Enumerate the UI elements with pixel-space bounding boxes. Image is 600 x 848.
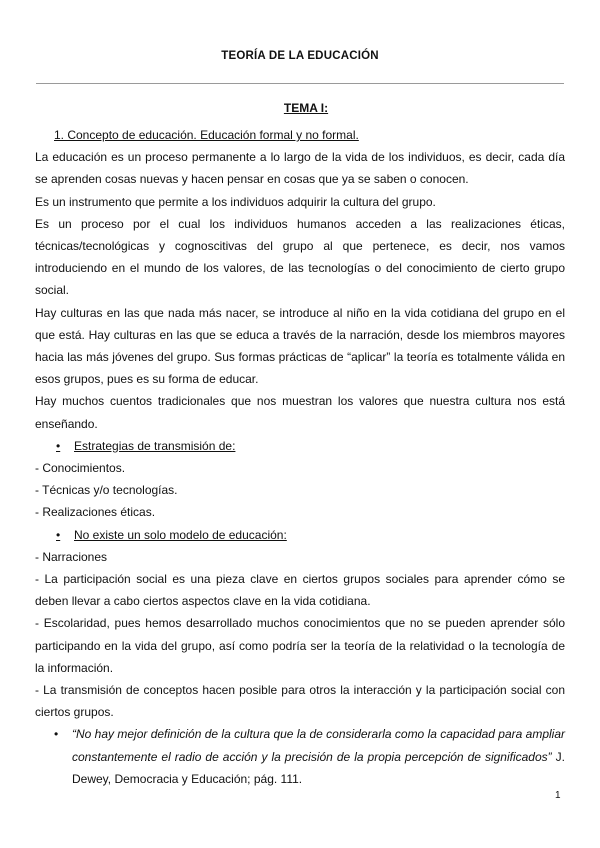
bullet-heading-text: Estrategias de transmisión de: <box>74 438 236 453</box>
bullet-heading-strategies <box>35 435 565 457</box>
paragraph-3: Es un proceso por el cual los individuos humanos acceden a las realizaciones éticas, técnicas/tecnológicas y cognoscitivas del grupo al que pertenece, es decir, nos vamos introduciendo en el mundo de los valores, de las tecnologías o del conocimiento de cierto grupo social. <box>35 216 565 298</box>
bullet-icon: • <box>56 527 61 542</box>
quote-citation: J. Dewey, Democracia y Educación; pág. 111. <box>72 749 565 786</box>
list-item: - La participación social es una pieza clave en ciertos grupos sociales para aprender cómo se deben llevar a cabo ciertos aspectos clave en la vida cotidiana. <box>35 572 565 609</box>
bullet-heading-models <box>35 524 565 546</box>
paragraph-2: Es un instrumento que permite a los individuos adquirir la cultura del grupo. <box>35 194 436 209</box>
list-item: - Conocimientos. <box>35 461 126 476</box>
page-number: 1 <box>555 790 561 801</box>
header-divider <box>36 83 564 84</box>
quote-block <box>35 723 565 790</box>
paragraph-4: Hay culturas en las que nada más nacer, se introduce al niño en la vida cotidiana del grupo en el que está. Hay culturas en las que se educa a través de la narración, desde los miembros mayores hacia las más jóvenes del grupo. Sus formas prácticas de “aplicar” la teoría es totalmente válida en esos grupos, pues es su forma de educar. <box>35 305 565 387</box>
subsection-heading <box>35 124 565 146</box>
bullet-heading-text: No existe un solo modelo de educación: <box>74 527 287 542</box>
quote-text: “No hay mejor definición de la cultura que la de considerarla como la capacidad para ampliar constantemente el radio de acción y la precisión de la propia percepción de significados” <box>72 727 565 764</box>
list-item: - La transmisión de conceptos hacen posible para otros la interacción y la participación social con ciertos grupos. <box>35 683 565 720</box>
list-item: - Realizaciones éticas. <box>35 505 156 520</box>
section-title: TEMA I: <box>283 101 329 115</box>
document-header-title: TEORÍA DE LA EDUCACIÓN <box>221 50 379 62</box>
bullet-icon: • <box>56 438 61 453</box>
document-body <box>35 124 565 790</box>
list-item: - Escolaridad, pues hemos desarrollado muchos conocimientos que no se pueden aprender sólo participando en la vida del grupo, así como podría ser la teoría de la relatividad o la tecnología de la información. <box>35 616 565 675</box>
bullet-icon: • <box>54 727 59 742</box>
list-item: - Narraciones <box>35 549 108 564</box>
subsection-heading-text: 1. Concepto de educación. Educación formal y no formal. <box>54 128 359 142</box>
list-item: - Técnicas y/o tecnologías. <box>35 483 178 498</box>
paragraph-1: La educación es un proceso permanente a lo largo de la vida de los individuos, es decir, cada día se aprenden cosas nuevas y hacen pensar en cosas que ya se saben o conocen. <box>35 150 565 187</box>
paragraph-5: Hay muchos cuentos tradicionales que nos muestran los valores que nuestra cultura nos está enseñando. <box>35 394 565 431</box>
